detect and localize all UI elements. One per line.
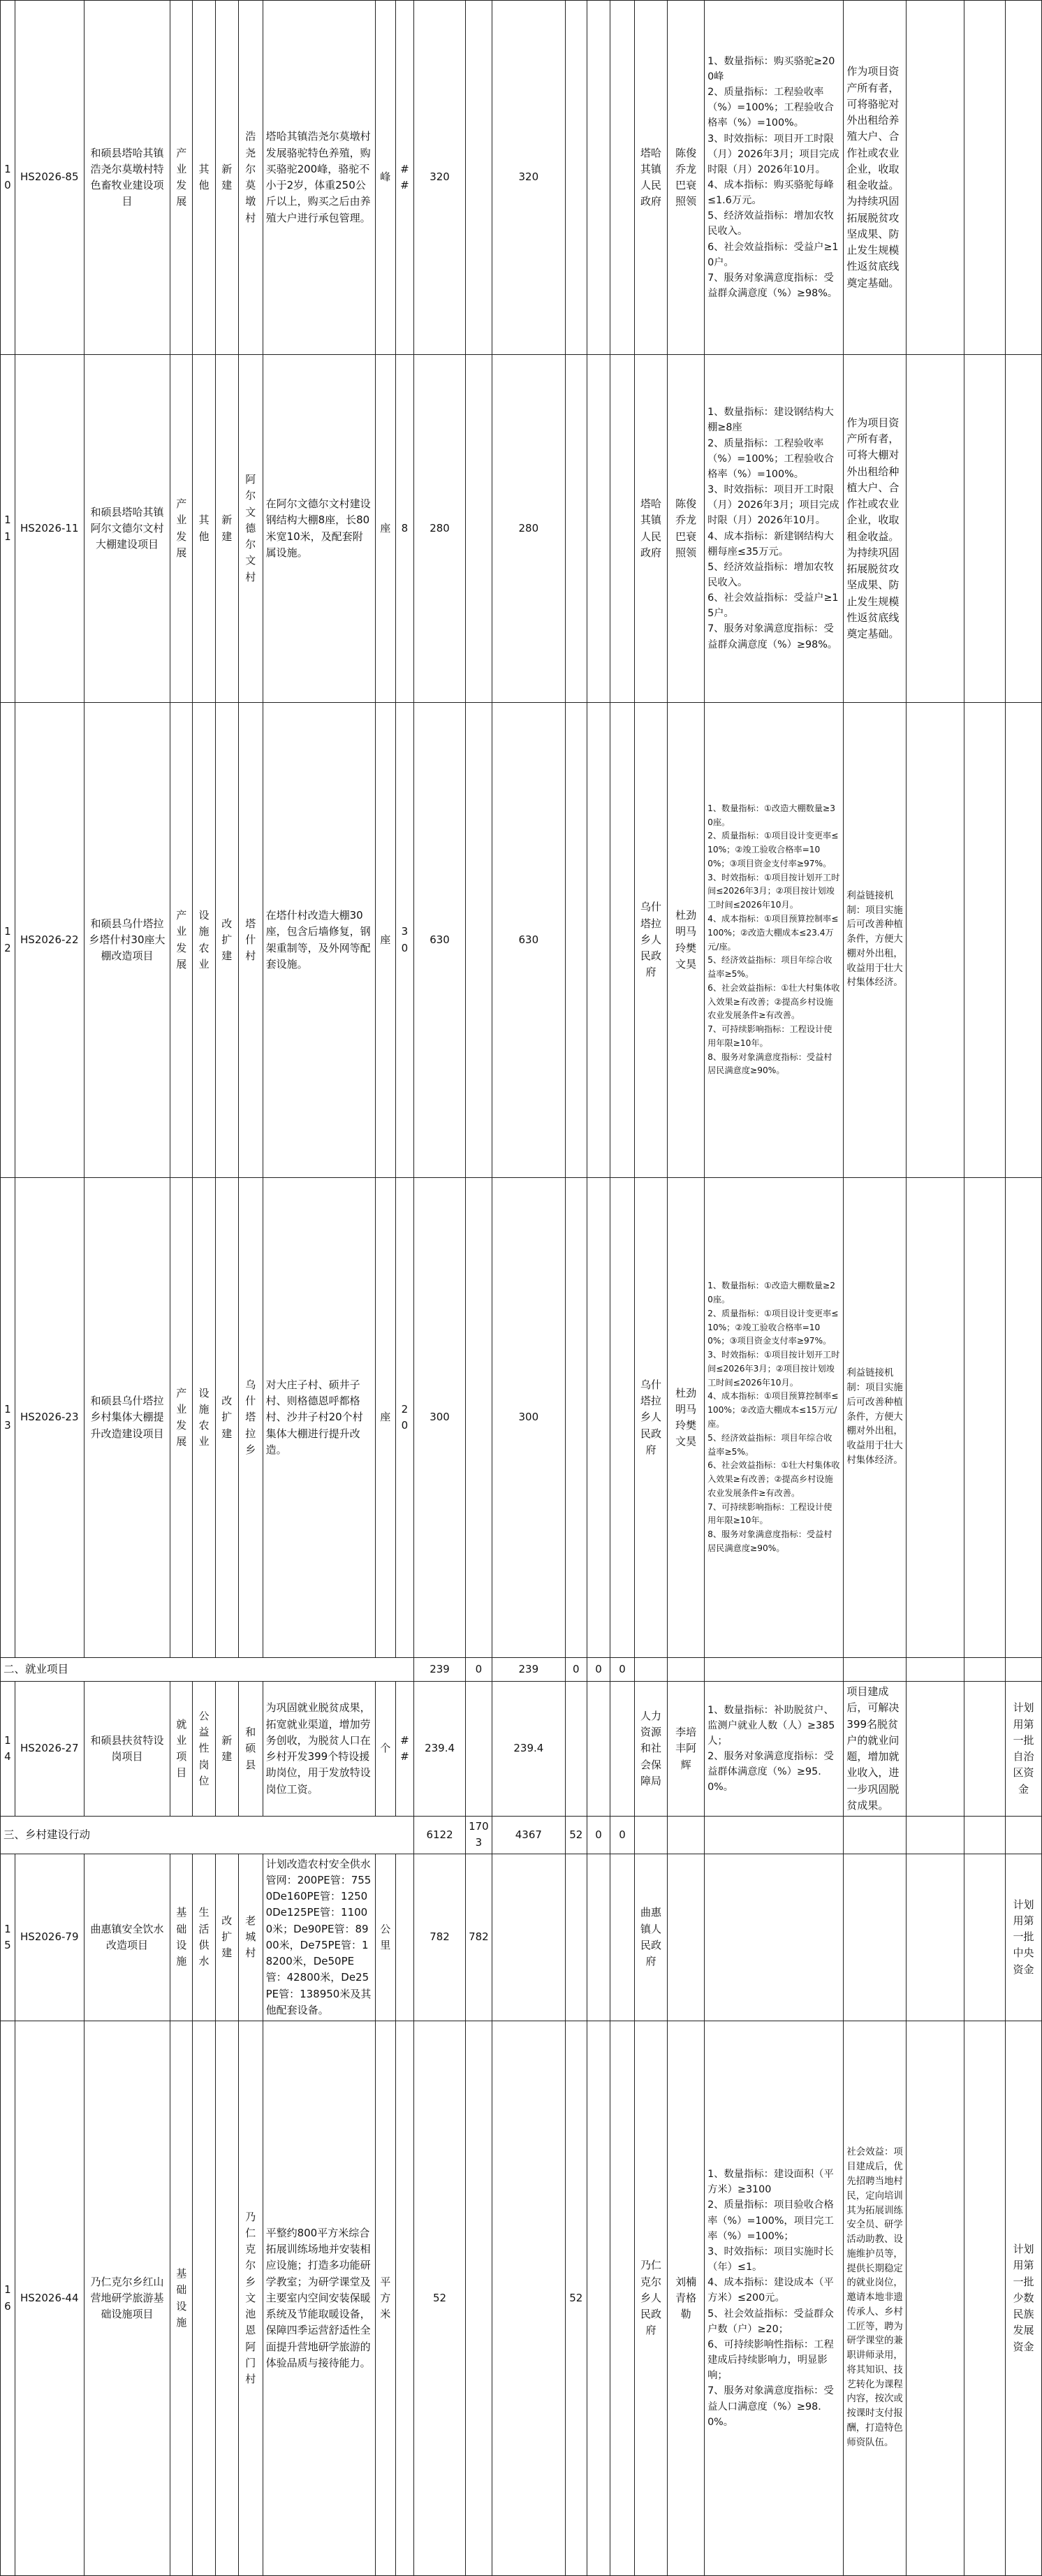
table-row <box>1 1178 1042 1658</box>
performance-indicators: 1、数量指标：建设钢结构大棚≥8座 2、质量指标：工程验收率（%）=100%；工程验收合格率（%）=100%。 3、时效指标：项目开工时限（月）2026年3月；项目完成时限（月）2026年10月。 4、成本指标：新建钢结构大棚每座≤35万元。 5、经济效益指标：增加农牧民收入。 6、社会效益指标：受益户≥15户。 7、服务对象满意度指标：受益群众满意度（%）≥98%。 <box>705 355 844 703</box>
section-total: 6122 <box>414 1817 466 1854</box>
prefecture-funds: 52 <box>565 2021 587 2576</box>
empty-cell <box>964 2021 1006 2576</box>
responsible-department: 曲惠镇人民政府 <box>634 1854 667 2021</box>
empty-cell <box>705 1658 844 1682</box>
project-category: 基础设施 <box>170 1854 193 2021</box>
total-funds: 630 <box>414 703 466 1178</box>
section-title: 二、就业项目 <box>1 1658 414 1682</box>
empty-cell <box>705 1817 844 1854</box>
other-funds <box>610 355 635 703</box>
project-content: 平整约800平方米综合拓展训练场地并安装相应设施；打造多功能研学教室；为研学课堂及主要室内空间安装保暖系统及节能取暖设备，保障四季运营舒适性全面提升营地研学旅游的体验品质与接待能力。 <box>263 2021 375 2576</box>
construction-nature <box>215 2021 238 2576</box>
unit: 座 <box>375 1178 395 1658</box>
project-name: 和硕县扶贫特设岗项目 <box>84 1682 170 1817</box>
construction-nature: 改扩建 <box>215 1854 238 2021</box>
fund-source <box>1005 355 1041 703</box>
project-subcategory: 生活供水 <box>193 1854 215 2021</box>
benefit-mechanism: 项目建成后，可解决399名脱贫户的就业问题，增加就业收入，进一步巩固脱贫成果。 <box>844 1682 907 1817</box>
responsible-department: 人力资源和社会保障局 <box>634 1682 667 1817</box>
empty-cell <box>907 1 964 355</box>
project-category: 产业发展 <box>170 355 193 703</box>
benefit-mechanism: 利益链接机制：项目实施后可改善种植条件，方便大棚对外出租，收益用于壮大村集体经济。 <box>844 1178 907 1658</box>
empty-cell <box>907 1682 964 1817</box>
prefecture-funds <box>565 1682 587 1817</box>
project-code: HS2026-23 <box>15 1178 84 1658</box>
project-location: 乌什塔拉乡 <box>239 1178 263 1658</box>
total-funds: 280 <box>414 355 466 703</box>
section-autonomous: 4367 <box>492 1817 565 1854</box>
empty-cell <box>964 1 1006 355</box>
section-other: 0 <box>610 1817 635 1854</box>
unit: 座 <box>375 355 395 703</box>
row-number: 11 <box>1 355 15 703</box>
autonomous-region-funds: 280 <box>492 355 565 703</box>
fund-source: 计划用第一批自治区资金 <box>1005 1682 1041 1817</box>
empty-cell <box>634 1658 667 1682</box>
project-code: HS2026-27 <box>15 1682 84 1817</box>
autonomous-region-funds: 320 <box>492 1 565 355</box>
section-central: 1703 <box>465 1817 492 1854</box>
project-location: 塔什村 <box>239 703 263 1178</box>
central-funds <box>465 355 492 703</box>
quantity: 8 <box>395 355 414 703</box>
quantity: ## <box>395 1 414 355</box>
performance-indicators: 1、数量指标：建设面积（平方米）≥3100 2、质量指标：项目验收合格率（%）=100%，项目完工率（%）=100%； 3、时效指标：项目实施时长（年）≤1。 4、成本指标：建设成本（平方米）≤200元。 5、社会效益指标：受益群众户数（户）≥20； 6、可持续影响性指标：工程建成后持续影响力，明显影响； 7、服务对象满意度指标：受益人口满意度（%）≥98.0%。 <box>705 2021 844 2576</box>
row-number: 15 <box>1 1854 15 2021</box>
empty-cell <box>844 1817 907 1854</box>
construction-nature: 新建 <box>215 1682 238 1817</box>
other-funds <box>610 1178 635 1658</box>
empty-cell <box>964 1854 1006 2021</box>
empty-cell <box>907 355 964 703</box>
fund-source <box>1005 1 1041 355</box>
empty-cell <box>964 1682 1006 1817</box>
performance-indicators: 1、数量指标：购买骆驼≥200峰 2、质量指标：工程验收率（%）=100%；工程验收合格率（%）=100%。 3、时效指标：项目开工时限（月）2026年3月；项目完成时限（月）2026年10月。 4、成本指标：购买骆驼每峰≤1.6万元。 5、经济效益指标：增加农牧民收入。 6、社会效益指标：受益户≥10户。 7、服务对象满意度指标：受益群众满意度（%）≥98%。 <box>705 1 844 355</box>
empty-cell <box>907 2021 964 2576</box>
other-funds <box>610 1 635 355</box>
construction-nature: 新建 <box>215 355 238 703</box>
total-funds: 782 <box>414 1854 466 2021</box>
table-row <box>1 1854 1042 2021</box>
responsible-department: 塔哈其镇人民政府 <box>634 355 667 703</box>
empty-cell <box>1005 1817 1041 1854</box>
project-subcategory: 设施农业 <box>193 1178 215 1658</box>
unit: 座 <box>375 703 395 1178</box>
project-content: 计划改造农村安全供水管网：200PE管：7550De160PE管：12500De125PE管：11000米；De90PE管：8900米，De75PE管：18200米，De50PE管：42800米，De25PE管：138950米及其他配套设备。 <box>263 1854 375 2021</box>
table-row <box>1 703 1042 1178</box>
section-title: 三、乡村建设行动 <box>1 1817 414 1854</box>
empty-cell <box>907 1817 964 1854</box>
unit: 平方米 <box>375 2021 395 2576</box>
prefecture-funds <box>565 1178 587 1658</box>
project-code: HS2026-11 <box>15 355 84 703</box>
autonomous-region-funds: 300 <box>492 1178 565 1658</box>
fund-source <box>1005 703 1041 1178</box>
responsible-persons: 刘楠青格勒 <box>668 2021 705 2576</box>
unit: 个 <box>375 1682 395 1817</box>
project-code: HS2026-79 <box>15 1854 84 2021</box>
project-code: HS2026-44 <box>15 2021 84 2576</box>
project-subcategory: 其他 <box>193 1 215 355</box>
quantity <box>395 2021 414 2576</box>
other-funds <box>610 1682 635 1817</box>
project-name: 和硕县乌什塔拉乡塔什村30座大棚改造项目 <box>84 703 170 1178</box>
quantity <box>395 1854 414 2021</box>
empty-cell <box>964 1178 1006 1658</box>
benefit-mechanism: 利益链接机制：项目实施后可改善种植条件，方便大棚对外出租，收益用于壮大村集体经济。 <box>844 703 907 1178</box>
table-row <box>1 1 1042 355</box>
county-funds <box>587 2021 610 2576</box>
quantity: 30 <box>395 703 414 1178</box>
other-funds <box>610 1854 635 2021</box>
project-content: 为巩固就业脱贫成果，拓宽就业渠道，增加劳务创收，为脱贫人口在乡村开发399个特设援助岗位，用于发放特设岗位工资。 <box>263 1682 375 1817</box>
table-row <box>1 1682 1042 1817</box>
responsible-department: 乌什塔拉乡人民政府 <box>634 703 667 1178</box>
prefecture-funds <box>565 703 587 1178</box>
autonomous-region-funds: 630 <box>492 703 565 1178</box>
performance-indicators: 1、数量指标：①改造大棚数量≥30座。 2、质量指标：①项目设计变更率≤10%；②竣工验收合格率=100%；③项目资金支付率≥97%。 3、时效指标：①项目按计划开工时间≤2026年3月；②项目按计划竣工时间≤2026年10月。 4、成本指标：①项目预算控制率≤100%；②改造大棚成本≤23.4万元/座。 5、经济效益指标：项目年综合收益率≥5%。 6、社会效益指标：①壮大村集体收入效果≥有改善；②提高乡村设施农业发展条件≥有改善。 7、可持续影响指标：工程设计使用年限≥10年。 8、服务对象满意度指标：受益村居民满意度≥90%。 <box>705 703 844 1178</box>
empty-cell <box>668 1658 705 1682</box>
project-subcategory: 其他 <box>193 355 215 703</box>
project-code: HS2026-22 <box>15 703 84 1178</box>
prefecture-funds <box>565 1854 587 2021</box>
project-code: HS2026-85 <box>15 1 84 355</box>
central-funds: 782 <box>465 1854 492 2021</box>
fund-source: 计划用第一批少数民族发展资金 <box>1005 2021 1041 2576</box>
project-content: 塔哈其镇浩尧尔莫墩村发展骆驼特色养殖，购买骆驼200峰，骆驼不小于2岁，体重250公斤以上，购买之后由养殖大户进行承包管理。 <box>263 1 375 355</box>
central-funds <box>465 1178 492 1658</box>
responsible-persons: 杜劲明马玲樊文昊 <box>668 703 705 1178</box>
empty-cell <box>1005 1658 1041 1682</box>
project-name: 曲惠镇安全饮水改造项目 <box>84 1854 170 2021</box>
county-funds <box>587 1682 610 1817</box>
empty-cell <box>844 1658 907 1682</box>
project-location: 老城村 <box>239 1854 263 2021</box>
table-row <box>1 2021 1042 2576</box>
table-row <box>1 355 1042 703</box>
section-prefecture: 0 <box>565 1658 587 1682</box>
responsible-department: 塔哈其镇人民政府 <box>634 1 667 355</box>
project-subcategory: 公益性岗位 <box>193 1682 215 1817</box>
responsible-department: 乃仁克尔乡人民政府 <box>634 2021 667 2576</box>
row-number: 13 <box>1 1178 15 1658</box>
project-content: 对大庄子村、硕井子村、则格德恩呼都格村、沙井子村20个村集体大棚进行提升改造。 <box>263 1178 375 1658</box>
row-number: 14 <box>1 1682 15 1817</box>
project-category: 产业发展 <box>170 1178 193 1658</box>
total-funds: 300 <box>414 1178 466 1658</box>
section-central: 0 <box>465 1658 492 1682</box>
county-funds <box>587 1854 610 2021</box>
performance-indicators: 1、数量指标：①改造大棚数量≥20座。 2、质量指标：①项目设计变更率≤10%；②竣工验收合格率=100%；③项目资金支付率≥97%。 3、时效指标：①项目按计划开工时间≤2026年3月；②项目按计划竣工时间≤2026年10月。 4、成本指标：①项目预算控制率≤100%；②改造大棚成本≤15万元/座。 5、经济效益指标：项目年综合收益率≥5%。 6、社会效益指标：①壮大村集体收入效果≥有改善；②提高乡村设施农业发展条件≥有改善。 7、可持续影响指标：工程设计使用年限≥10年。 8、服务对象满意度指标：受益村居民满意度≥90%。 <box>705 1178 844 1658</box>
county-funds <box>587 1178 610 1658</box>
responsible-persons: 陈俊乔龙巴衰照领 <box>668 1 705 355</box>
project-name: 乃仁克尔乡红山营地研学旅游基础设施项目 <box>84 2021 170 2576</box>
empty-cell <box>668 1817 705 1854</box>
row-number: 10 <box>1 1 15 355</box>
benefit-mechanism: 作为项目资产所有者，可将大棚对外出租给种植大户、合作社或农业企业，收取租金收益。为持续巩固拓展脱贫攻坚成果、防止发生规模性返贫底线奠定基础。 <box>844 355 907 703</box>
total-funds: 239.4 <box>414 1682 466 1817</box>
section-row <box>1 1817 1042 1854</box>
project-location: 乃仁克尔乡文池恩阿门村 <box>239 2021 263 2576</box>
project-subcategory <box>193 2021 215 2576</box>
project-location: 浩尧尔莫墩村 <box>239 1 263 355</box>
section-autonomous: 239 <box>492 1658 565 1682</box>
prefecture-funds <box>565 1 587 355</box>
project-content: 在阿尔文德尔文村建设钢结构大棚8座，长80米宽10米，及配套附属设施。 <box>263 355 375 703</box>
row-number: 12 <box>1 703 15 1178</box>
project-category: 就业项目 <box>170 1682 193 1817</box>
section-other: 0 <box>610 1658 635 1682</box>
other-funds <box>610 2021 635 2576</box>
county-funds <box>587 355 610 703</box>
performance-indicators: 1、数量指标：补助脱贫户、监测户就业人数（人）≥385人； 2、服务对象满意度指标：受益群体满意度（%）≥95.0%。 <box>705 1682 844 1817</box>
responsible-persons <box>668 1854 705 2021</box>
row-number: 16 <box>1 2021 15 2576</box>
project-location: 阿尔文德尔文村 <box>239 355 263 703</box>
benefit-mechanism: 社会效益：项目建成后，优先招聘当地村民，定向培训其为拓展训练安全员、研学活动助教、设施维护员等，提供长期稳定的就业岗位，邀请本地非遗传承人、乡村工匠等，聘为研学课堂的兼职讲师录用，将其知识、技艺转化为课程内容，按次或按课时支付报酬，打造特色师资队伍。 <box>844 2021 907 2576</box>
project-content: 在塔什村改造大棚30座，包含后墙修复，钢架重制等，及外网等配套设施。 <box>263 703 375 1178</box>
section-county: 0 <box>587 1817 610 1854</box>
construction-nature: 改扩建 <box>215 703 238 1178</box>
empty-cell <box>907 1658 964 1682</box>
empty-cell <box>964 1817 1006 1854</box>
performance-indicators <box>705 1854 844 2021</box>
central-funds <box>465 1682 492 1817</box>
responsible-persons: 李培丰阿辉 <box>668 1682 705 1817</box>
unit: 峰 <box>375 1 395 355</box>
project-category: 产业发展 <box>170 1 193 355</box>
empty-cell <box>964 355 1006 703</box>
prefecture-funds <box>565 355 587 703</box>
autonomous-region-funds <box>492 1854 565 2021</box>
project-name: 和硕县塔哈其镇阿尔文德尔文村大棚建设项目 <box>84 355 170 703</box>
construction-nature: 改扩建 <box>215 1178 238 1658</box>
total-funds: 52 <box>414 2021 466 2576</box>
empty-cell <box>907 1854 964 2021</box>
project-category: 产业发展 <box>170 703 193 1178</box>
section-prefecture: 52 <box>565 1817 587 1854</box>
unit: 公里 <box>375 1854 395 2021</box>
county-funds <box>587 703 610 1178</box>
county-funds <box>587 1 610 355</box>
project-name: 和硕县塔哈其镇浩尧尔莫墩村特色畜牧业建设项目 <box>84 1 170 355</box>
project-location: 和硕县 <box>239 1682 263 1817</box>
empty-cell <box>964 1658 1006 1682</box>
fund-source: 计划用第一批中央资金 <box>1005 1854 1041 2021</box>
project-category: 基础设施 <box>170 2021 193 2576</box>
benefit-mechanism <box>844 1854 907 2021</box>
construction-nature: 新建 <box>215 1 238 355</box>
section-row <box>1 1658 1042 1682</box>
section-total: 239 <box>414 1658 466 1682</box>
project-subcategory: 设施农业 <box>193 703 215 1178</box>
other-funds <box>610 703 635 1178</box>
project-name: 和硕县乌什塔拉乡村集体大棚提升改造建设项目 <box>84 1178 170 1658</box>
responsible-department: 乌什塔拉乡人民政府 <box>634 1178 667 1658</box>
fund-source <box>1005 1178 1041 1658</box>
empty-cell <box>907 1178 964 1658</box>
central-funds <box>465 2021 492 2576</box>
empty-cell <box>634 1817 667 1854</box>
responsible-persons: 杜劲明马玲樊文昊 <box>668 1178 705 1658</box>
section-county: 0 <box>587 1658 610 1682</box>
central-funds <box>465 1 492 355</box>
quantity: ## <box>395 1682 414 1817</box>
autonomous-region-funds <box>492 2021 565 2576</box>
autonomous-region-funds: 239.4 <box>492 1682 565 1817</box>
total-funds: 320 <box>414 1 466 355</box>
central-funds <box>465 703 492 1178</box>
empty-cell <box>907 703 964 1178</box>
benefit-mechanism: 作为项目资产所有者，可将骆驼对外出租给养殖大户、合作社或农业企业，收取租金收益。为持续巩固拓展脱贫攻坚成果、防止发生规模性返贫底线奠定基础。 <box>844 1 907 355</box>
quantity: 20 <box>395 1178 414 1658</box>
responsible-persons: 陈俊乔龙巴衰照领 <box>668 355 705 703</box>
empty-cell <box>964 703 1006 1178</box>
